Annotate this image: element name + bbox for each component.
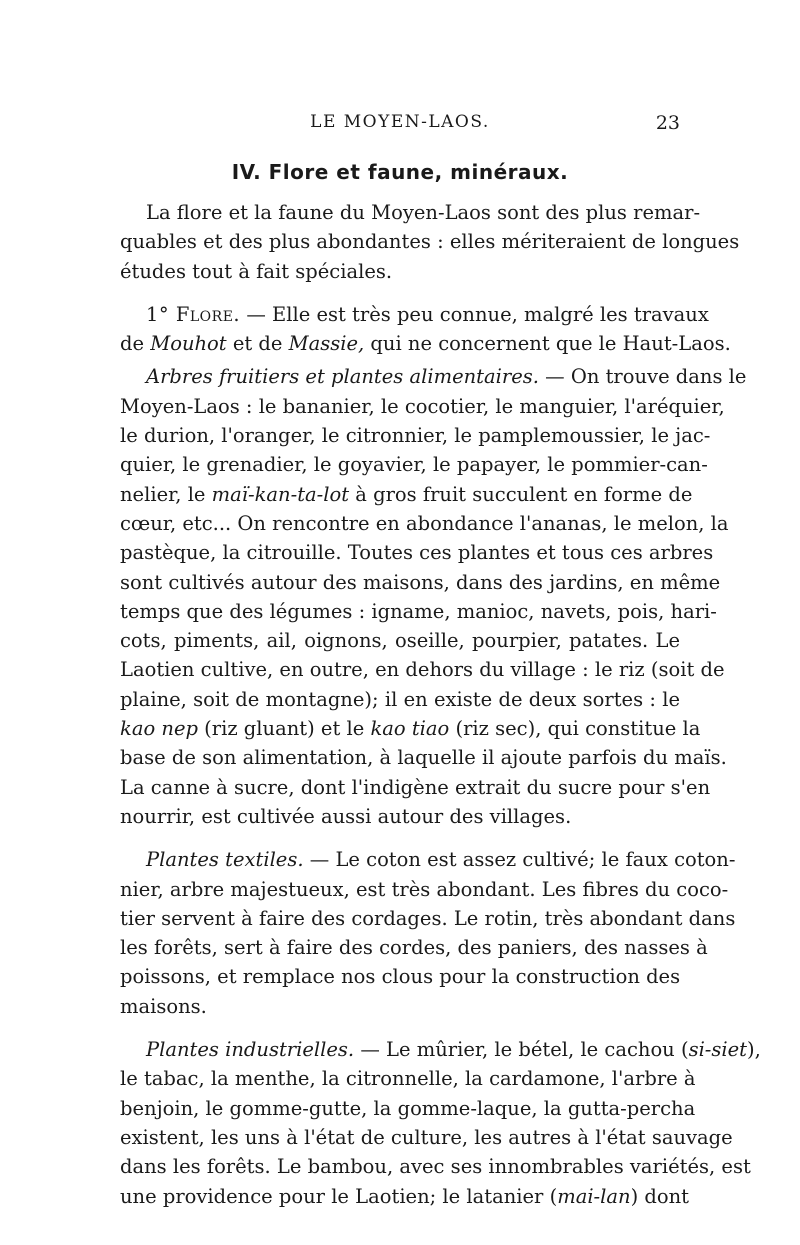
text-line: le tabac, la menthe, la citronnelle, la cardamone, l'arbre à	[120, 1067, 696, 1091]
subsection-heading: Plantes industrielles.	[146, 1038, 355, 1062]
text-line: benjoin, le gomme-gutte, la gomme-laque, la gutta-percha	[120, 1096, 696, 1120]
text-line: temps que des légumes : igname, manioc, navets, pois, hari-	[120, 599, 717, 623]
page-number: 23	[655, 112, 680, 134]
text-line	[120, 362, 747, 391]
text-line: quier, le grenadier, le goyavier, le papayer, le pommier-can-	[120, 453, 708, 477]
text-line	[120, 300, 709, 329]
text-fragment: nelier, le	[120, 482, 212, 506]
local-term: si-siet	[688, 1038, 748, 1062]
text-line	[120, 1035, 761, 1064]
local-term: kao nep	[120, 717, 198, 741]
text-line: plaine, soit de montagne); il en existe de deux sortes : le	[120, 687, 680, 711]
text-line	[120, 845, 736, 874]
text-line	[120, 1182, 690, 1211]
text-fragment: de	[120, 332, 151, 356]
text-line: les forêts, sert à faire des cordes, des paniers, des nasses à	[120, 936, 708, 960]
text-line: Laotien cultive, en outre, en dehors du village : le riz (soit de	[120, 658, 725, 682]
text-fragment: — Le mûrier, le bétel, le cachou (	[354, 1038, 689, 1062]
running-title: LE MOYEN-LAOS.	[310, 112, 490, 132]
text-line	[120, 714, 701, 743]
subsection-heading: Arbres fruitiers et plantes alimentaires.	[146, 365, 539, 389]
paragraph-flore	[120, 300, 731, 359]
text-line: existent, les uns à l'état de culture, les autres à l'état sauvage	[120, 1125, 733, 1149]
text-line: dans les forêts. Le bambou, avec ses innombrables variétés, est	[120, 1155, 751, 1179]
text-line	[120, 329, 731, 358]
text-line: poissons, et remplace nos clous pour la construction des	[120, 965, 681, 989]
text-fragment: — On trouve dans le	[538, 365, 747, 389]
text-fragment: une providence pour le Laotien; le latanier (	[120, 1184, 558, 1208]
text-line: cots, piments, ail, oignons, oseille, pourpier, patates. Le	[120, 629, 680, 653]
text-fragment: ) dont	[630, 1184, 690, 1208]
section-title: IV. Flore et faune, minéraux.	[231, 160, 569, 184]
text-line: quables et des plus abondantes : elles mériteraient de longues	[120, 230, 740, 254]
text-fragment: qui ne concernent que le Haut-Laos.	[364, 332, 731, 356]
text-line: nier, arbre majestueux, est très abondant. Les fibres du coco-	[120, 877, 729, 901]
text-line: études tout à fait spéciales.	[120, 259, 393, 283]
text-line: Moyen-Laos : le bananier, le cocotier, le manguier, l'aréquier,	[120, 394, 725, 418]
text-line: tier servent à faire des cordages. Le rotin, très abondant dans	[120, 906, 736, 930]
text-fragment: (riz gluant) et le	[197, 717, 371, 741]
author-name: Massie,	[288, 332, 365, 356]
flore-label: 1° Flore.	[146, 302, 241, 326]
text-line: le durion, l'oranger, le citronnier, le pamplemoussier, le jac-	[120, 424, 711, 448]
paragraph-arbres-fruitiers	[120, 362, 747, 831]
text-fragment: — Elle est très peu connue, malgré les travaux	[240, 302, 709, 326]
text-line: La flore et la faune du Moyen-Laos sont des plus remar-	[146, 201, 701, 224]
local-term: kao tiao	[370, 717, 450, 741]
text-fragment: à gros fruit succulent en forme de	[349, 482, 693, 506]
text-line: maisons.	[120, 994, 207, 1018]
text-line: pastèque, la citrouille. Toutes ces plantes et tous ces arbres	[120, 541, 714, 565]
text-line	[120, 480, 693, 509]
text-fragment: ),	[747, 1038, 761, 1062]
page-body	[120, 198, 761, 1211]
text-fragment: (riz sec), qui constitue la	[449, 717, 701, 741]
local-term: mai-lan	[557, 1184, 631, 1208]
subsection-heading: Plantes textiles.	[146, 848, 304, 872]
running-header	[120, 112, 680, 136]
text-line: base de son alimentation, à laquelle il ajoute parfois du maïs.	[120, 746, 727, 770]
text-line: nourrir, est cultivée aussi autour des villages.	[120, 804, 572, 828]
text-fragment: — Le coton est assez cultivé; le faux coton-	[303, 848, 736, 872]
text-line: sont cultivés autour des maisons, dans des jardins, en même	[120, 570, 721, 594]
text-line: cœur, etc... On rencontre en abondance l'ananas, le melon, la	[120, 511, 729, 535]
paragraph-intro	[120, 198, 740, 286]
local-term: maï-kan-ta-lot	[211, 482, 350, 506]
text-fragment: et de	[226, 332, 289, 356]
author-name: Mouhot	[150, 332, 227, 356]
paragraph-plantes-textiles	[120, 845, 736, 1021]
paragraph-plantes-industrielles	[120, 1035, 761, 1211]
text-line: La canne à sucre, dont l'indigène extrait du sucre pour s'en	[120, 775, 711, 799]
